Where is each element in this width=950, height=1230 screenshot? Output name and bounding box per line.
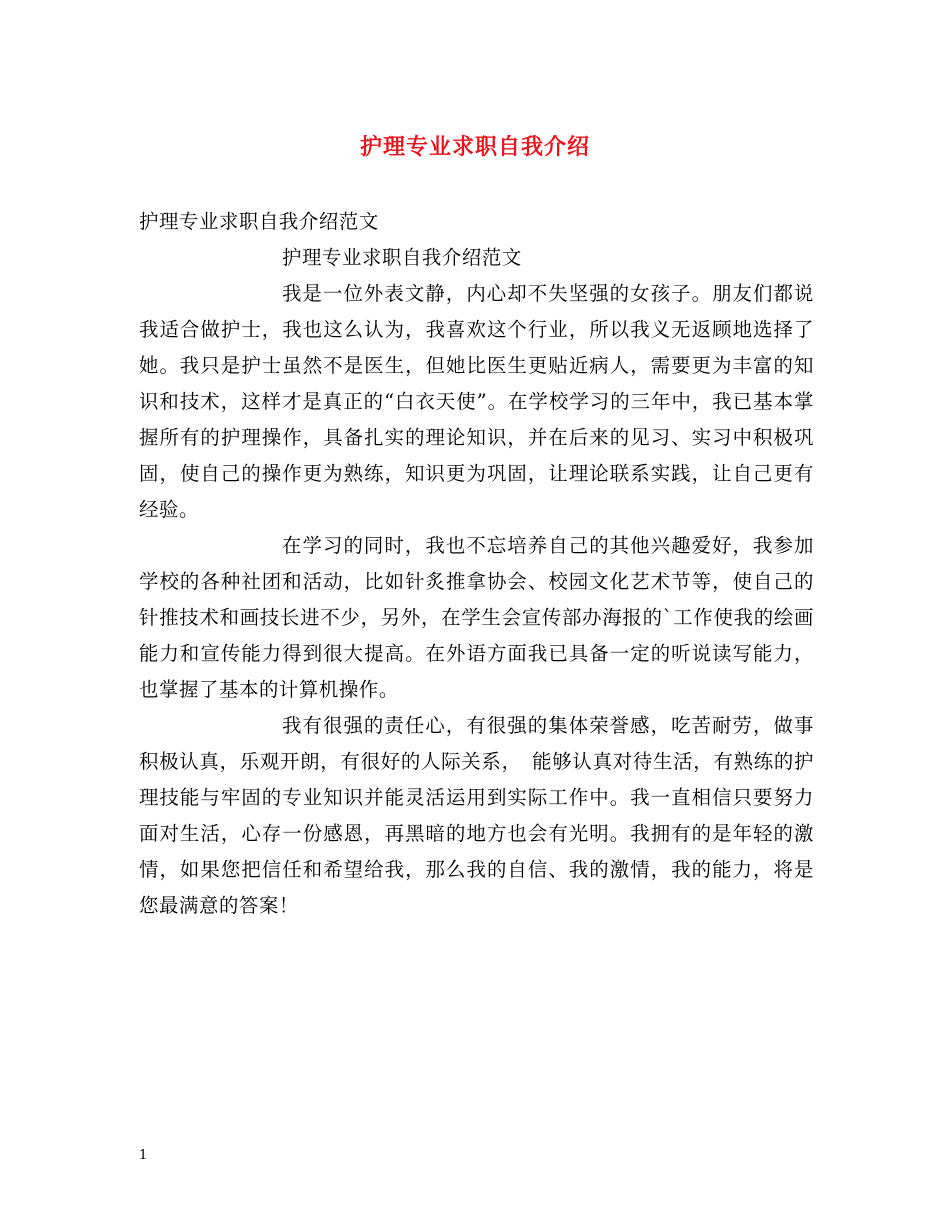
body-paragraph-3: 我有很强的责任心，有很强的集体荣誉感，吃苦耐劳，做事积极认真，乐观开朗，有很好的人际关系， 能够认真对待生活，有熟练的护理技能与牢固的专业知识并能灵活运用到实际工作中。我一直相信只要努力面对生活，心存一份感恩，再黑暗的地方也会有光明。我拥有的是年轻的激情，如果您把信任和希望给我，那么我的自信、我的激情，我的能力，将是您最满意的答案！ (139, 714, 814, 917)
body-paragraph-2: 在学习的同时，我也不忘培养自己的其他兴趣爱好，我参加学校的各种社团和活动，比如针炙推拿协会、校园文化艺术节等，使自己的针推技术和画技长进不少，另外，在学生会宣传部办海报的`工作使我的绘画能力和宣传能力得到很大提高。在外语方面我已具备一定的听说读写能力，也掌握了基本的计算机操作。 (139, 534, 814, 701)
body-paragraph-1: 我是一位外表文静，内心却不失坚强的女孩子。朋友们都说我适合做护士，我也这么认为，我喜欢这个行业，所以我义无返顾地选择了她。我只是护士虽然不是医生，但她比医生更贴近病人，需要更为丰富的知识和技术，这样才是真正的“白衣天使”。在学校学习的三年中，我已基本掌握所有的护理操作，具备扎实的理论知识，并在后来的见习、实习中积极巩固，使自己的操作更为熟练，知识更为巩固，让理论联系实践，让自己更有经验。 (139, 282, 814, 521)
subtitle-paragraph: 护理专业求职自我介绍范文 (139, 210, 379, 233)
document-title: 护理专业求职自我介绍 (359, 134, 590, 160)
page-number: 1 (139, 1148, 148, 1163)
section-heading-paragraph: 护理专业求职自我介绍范文 (282, 246, 522, 269)
document-body (139, 204, 814, 924)
